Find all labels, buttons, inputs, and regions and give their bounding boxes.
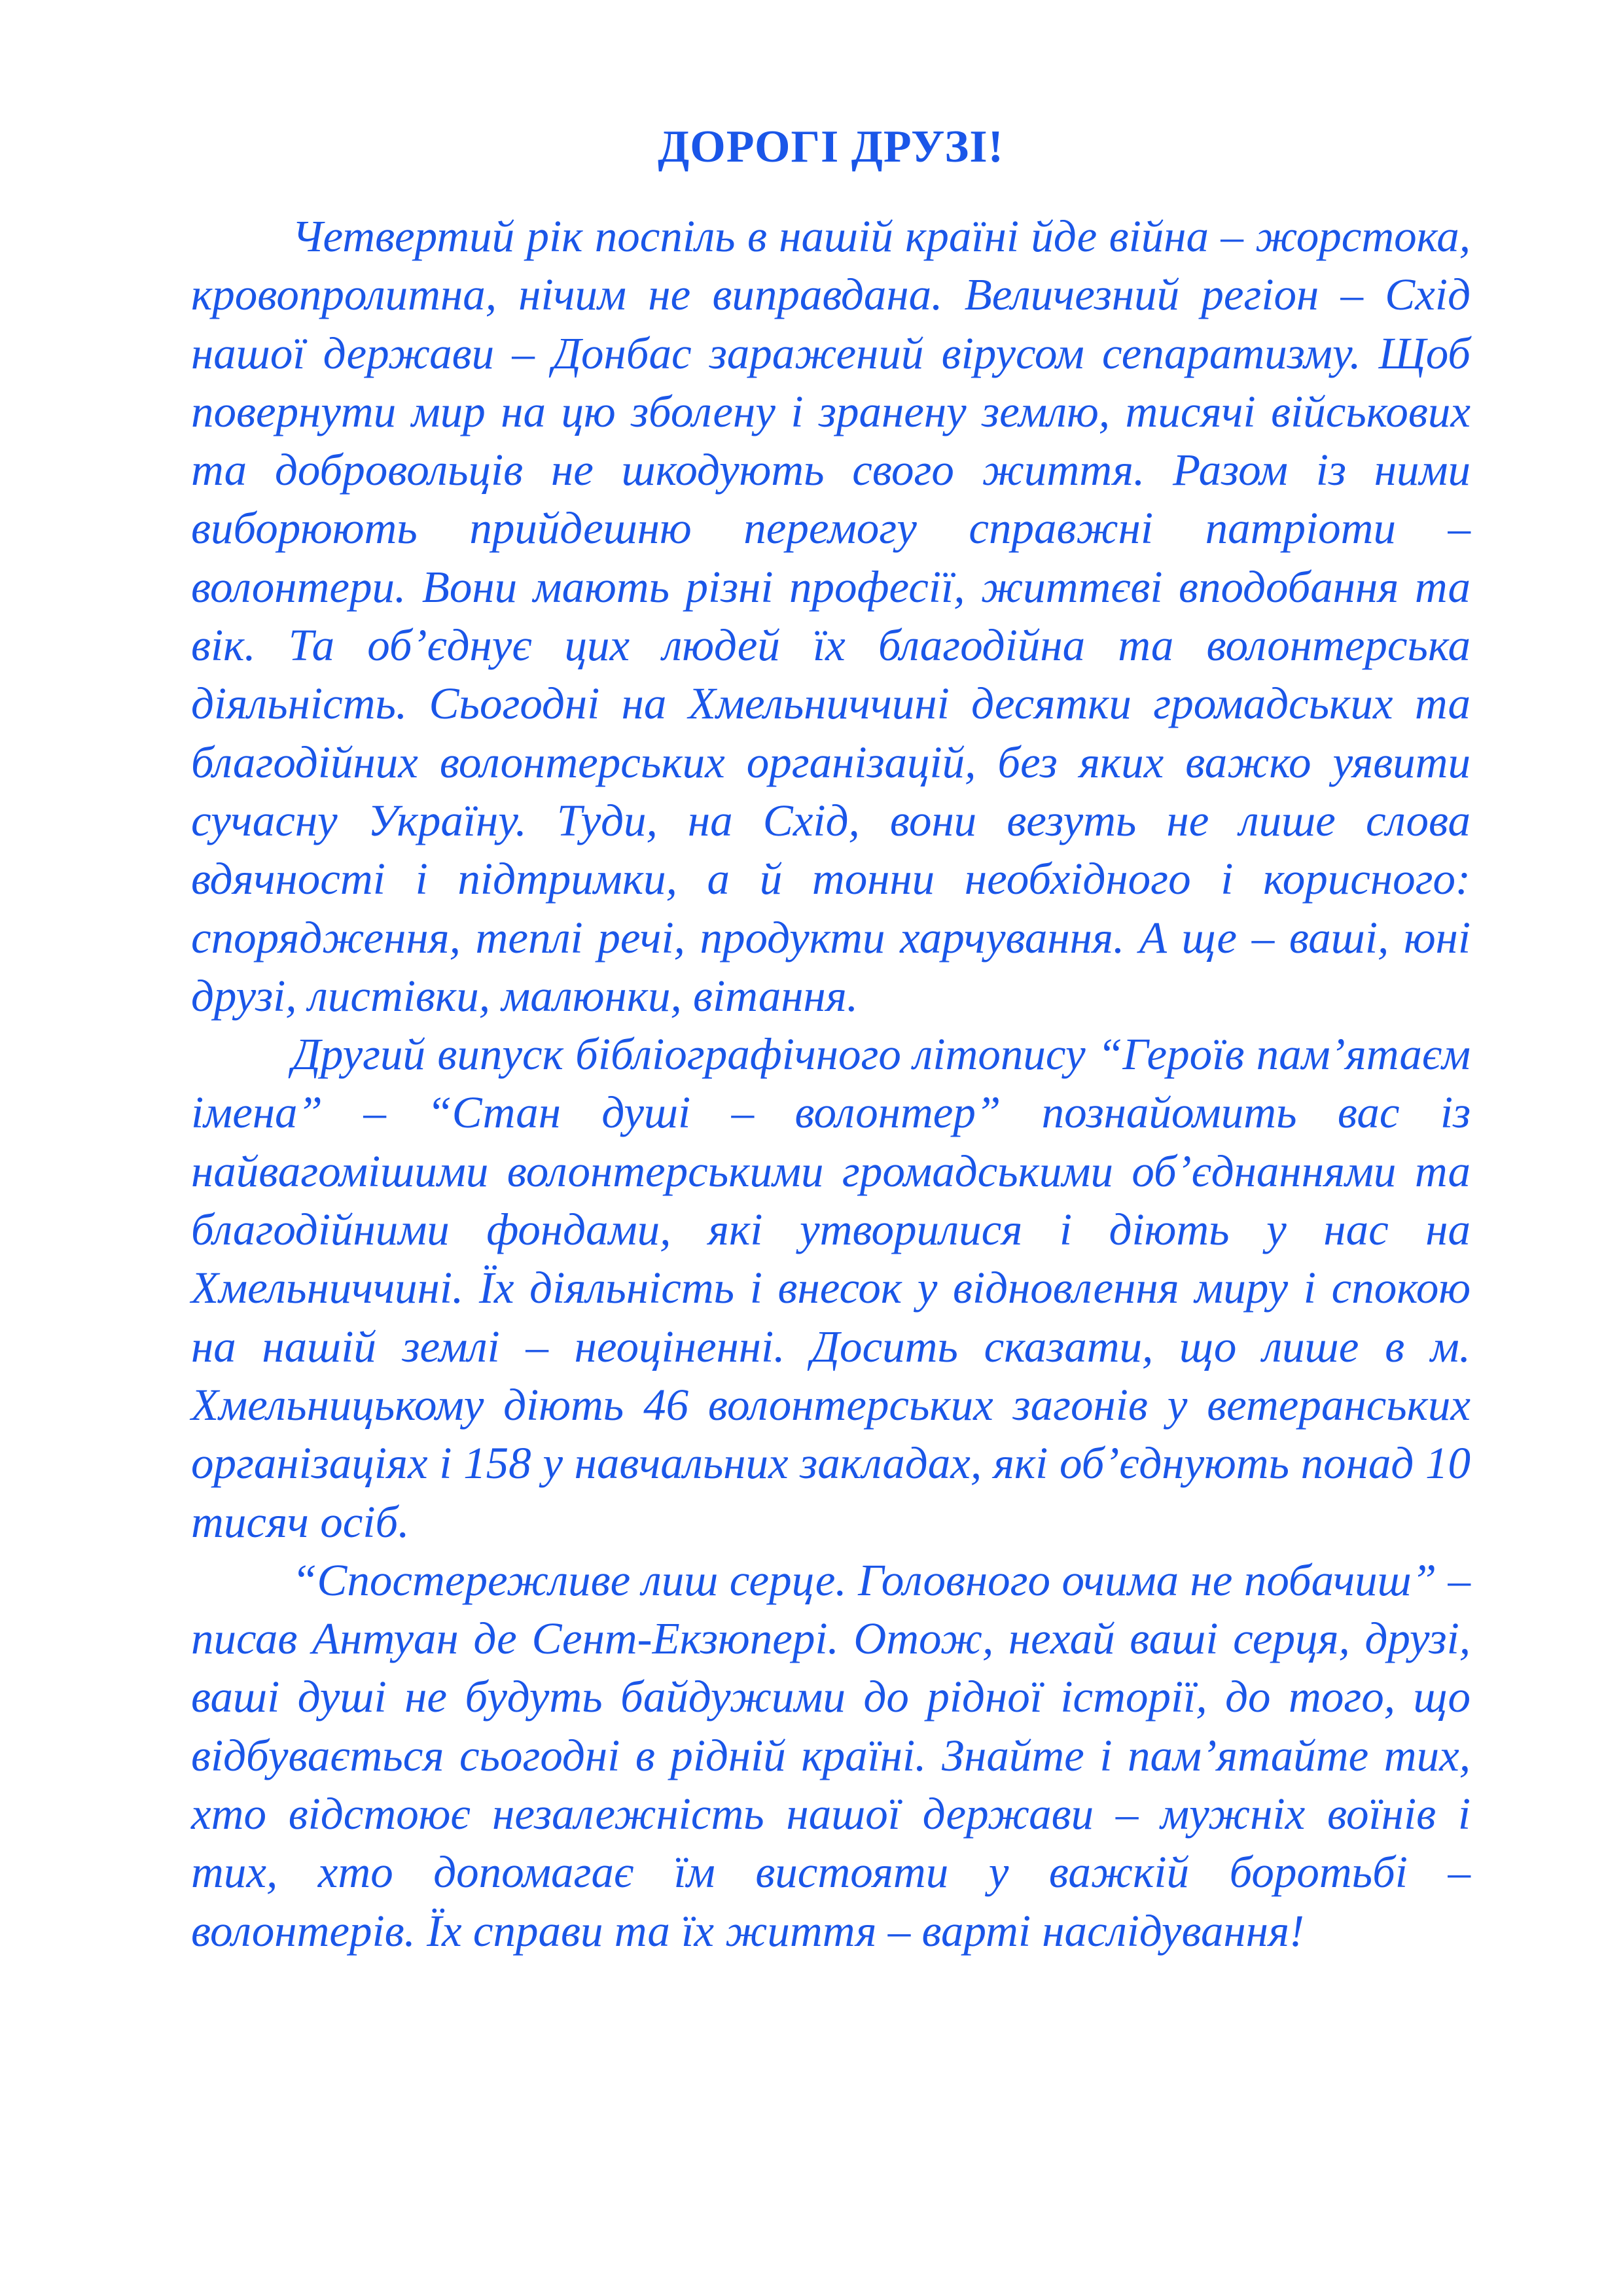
paragraph-bibliography: Другий випуск бібліографічного літопису “Героїв пам’ятаєм імена” – “Стан душі – волонтер” познайомить вас із найвагомішими волонтерськими громадськими об’єднаннями та благодійними фондами, які утворилися і діють у нас на Хмельниччині. Їх діяльність і внесок у відновлення миру і спокою на нашій землі – неоціненні. Досить сказати, що лише в м. Хмельницькому діють 46 волонтерських загонів у ветеранських організаціях і 158 у навчальних закладах, які об’єднують понад 10 тисяч осіб. [191,1029,1471,1547]
paragraph-closing: “Спостережливе лиш серце. Головного очима не побачиш” – писав Антуан де Сент-Екзюпері. Отож, нехай ваші серця, друзі, ваші душі не будуть байдужими до рідної історії, до того, що відбувається сьогодні в рідній країні. Знайте і пам’ятайте тих, хто відстоює незалежність нашої держави – мужніх воїнів і тих, хто допомагає їм вистояти у важкій боротьбі – волонтерів. Їх справи та їх життя – варті наслідування! [191,1555,1471,1956]
paragraph-intro: Четвертий рік поспіль в нашій країні йде війна – жорстока, кровопролитна, нічим не виправдана. Величезний регіон – Схід нашої держави – Донбас заражений вірусом сепаратизму. Щоб повернути мир на цю зболену і зранену землю, тисячі військових та добровольців не шкодують свого життя. Разом із ними виборюють прийдешню перемогу справжні патріоти – волонтери. Вони мають різні професії, життєві вподобання та вік. Та об’єднує цих людей їх благодійна та волонтерська діяльність. Сьогодні на Хмельниччині десятки громадських та благодійних волонтерських організацій, без яких важко уявити сучасну Україну. Туди, на Схід, вони везуть не лише слова вдячності і підтримки, а й тонни необхідного і корисного: спорядження, теплі речі, продукти харчування. А ще – ваші, юні друзі, листівки, малюнки, вітання. [191,211,1471,1021]
page-title: ДОРОГІ ДРУЗІ! [658,122,1004,172]
document-page [191,115,1471,1960]
